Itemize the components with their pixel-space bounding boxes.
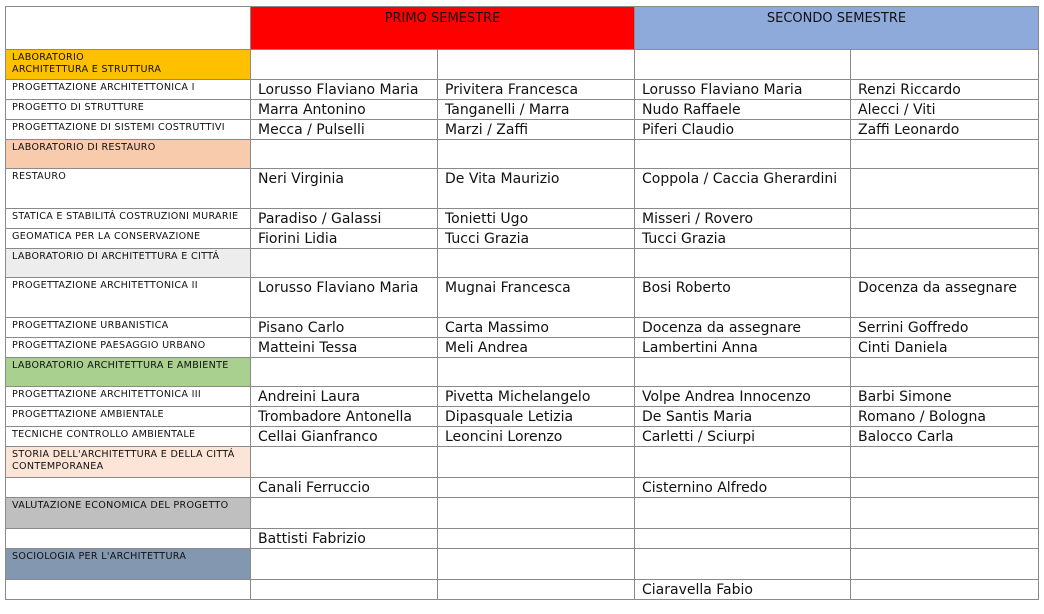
course-label-cell: STATICA E STABILITÁ COSTRUZIONI MURARIE (6, 209, 251, 229)
instructor-cell (251, 358, 438, 387)
course-label-cell: SOCIOLOGIA PER L'ARCHITETTURA (6, 549, 251, 580)
instructor-cell: Cisternino Alfredo (635, 478, 851, 498)
table-row (6, 278, 1039, 318)
instructor-cell: Lorusso Flaviano Maria (635, 80, 851, 100)
instructor-cell (438, 140, 635, 169)
instructor-cell (851, 580, 1039, 600)
table-row (6, 209, 1039, 229)
schedule-table (5, 6, 1039, 600)
instructor-cell: Bosi Roberto (635, 278, 851, 318)
instructor-cell: Lambertini Anna (635, 338, 851, 358)
table-row (6, 100, 1039, 120)
instructor-cell (251, 580, 438, 600)
instructor-cell (251, 498, 438, 529)
instructor-cell (635, 358, 851, 387)
course-label-cell: LABORATORIO ARCHITETTURA E STRUTTURA (6, 50, 251, 80)
course-label-cell (6, 529, 251, 549)
instructor-cell: Romano / Bologna (851, 407, 1039, 427)
instructor-cell (851, 229, 1039, 249)
header-empty-cell (6, 7, 251, 50)
table-row (6, 169, 1039, 209)
instructor-cell: De Vita Maurizio (438, 169, 635, 209)
instructor-cell: Marzi / Zaffi (438, 120, 635, 140)
instructor-cell: Lorusso Flaviano Maria (251, 80, 438, 100)
table-row (6, 498, 1039, 529)
instructor-cell (851, 249, 1039, 278)
instructor-cell: Dipasquale Letizia (438, 407, 635, 427)
course-label-cell: PROGETTO DI STRUTTURE (6, 100, 251, 120)
table-row (6, 140, 1039, 169)
table-row (6, 120, 1039, 140)
instructor-cell: Neri Virginia (251, 169, 438, 209)
instructor-cell: Ciaravella Fabio (635, 580, 851, 600)
instructor-cell (438, 50, 635, 80)
instructor-cell: Fiorini Lidia (251, 229, 438, 249)
instructor-cell: Tanganelli / Marra (438, 100, 635, 120)
course-label-cell: PROGETTAZIONE ARCHITETTONICA III (6, 387, 251, 407)
instructor-cell: Misseri / Rovero (635, 209, 851, 229)
instructor-cell: Andreini Laura (251, 387, 438, 407)
table-row (6, 478, 1039, 498)
instructor-cell (851, 549, 1039, 580)
instructor-cell: Lorusso Flaviano Maria (251, 278, 438, 318)
table-row (6, 50, 1039, 80)
table-row (6, 387, 1039, 407)
instructor-cell (635, 498, 851, 529)
table-row (6, 229, 1039, 249)
course-label-cell: PROGETTAZIONE ARCHITETTONICA I (6, 80, 251, 100)
instructor-cell (851, 529, 1039, 549)
table-row (6, 580, 1039, 600)
instructor-cell: Piferi Claudio (635, 120, 851, 140)
table-row (6, 407, 1039, 427)
course-label-cell: LABORATORIO DI RESTAURO (6, 140, 251, 169)
instructor-cell (438, 529, 635, 549)
instructor-cell (635, 249, 851, 278)
instructor-cell (438, 478, 635, 498)
instructor-cell: Meli Andrea (438, 338, 635, 358)
course-label-cell (6, 478, 251, 498)
schedule-body (6, 50, 1039, 600)
instructor-cell (251, 140, 438, 169)
instructor-cell (438, 498, 635, 529)
instructor-cell: Alecci / Viti (851, 100, 1039, 120)
table-row (6, 549, 1039, 580)
instructor-cell (251, 249, 438, 278)
course-label-cell: STORIA DELL'ARCHITETTURA E DELLA CITTÁ CONTEMPORANEA (6, 447, 251, 478)
instructor-cell: De Santis Maria (635, 407, 851, 427)
instructor-cell: Battisti Fabrizio (251, 529, 438, 549)
instructor-cell: Cellai Gianfranco (251, 427, 438, 447)
instructor-cell: Paradiso / Galassi (251, 209, 438, 229)
instructor-cell (251, 50, 438, 80)
instructor-cell (438, 358, 635, 387)
table-row (6, 358, 1039, 387)
course-label-cell: LABORATORIO ARCHITETTURA E AMBIENTE (6, 358, 251, 387)
course-label-cell: GEOMATICA PER LA CONSERVAZIONE (6, 229, 251, 249)
instructor-cell (438, 580, 635, 600)
course-label-cell: PROGETTAZIONE PAESAGGIO URBANO (6, 338, 251, 358)
instructor-cell (635, 447, 851, 478)
instructor-cell (851, 358, 1039, 387)
instructor-cell: Cinti Daniela (851, 338, 1039, 358)
table-row (6, 447, 1039, 478)
table-row (6, 427, 1039, 447)
instructor-cell: Coppola / Caccia Gherardini (635, 169, 851, 209)
instructor-cell (251, 549, 438, 580)
instructor-cell: Trombadore Antonella (251, 407, 438, 427)
instructor-cell: Leoncini Lorenzo (438, 427, 635, 447)
instructor-cell: Carletti / Sciurpi (635, 427, 851, 447)
instructor-cell: Serrini Goffredo (851, 318, 1039, 338)
course-label-cell: PROGETTAZIONE DI SISTEMI COSTRUTTIVI (6, 120, 251, 140)
header-row (6, 7, 1039, 50)
instructor-cell (851, 498, 1039, 529)
course-label-cell: LABORATORIO DI ARCHITETTURA E CITTÁ (6, 249, 251, 278)
first-semester-header: PRIMO SEMESTRE (251, 7, 635, 50)
instructor-cell: Matteini Tessa (251, 338, 438, 358)
instructor-cell: Canali Ferruccio (251, 478, 438, 498)
instructor-cell (851, 169, 1039, 209)
instructor-cell: Docenza da assegnare (635, 318, 851, 338)
instructor-cell (851, 140, 1039, 169)
instructor-cell (851, 209, 1039, 229)
instructor-cell: Tonietti Ugo (438, 209, 635, 229)
instructor-cell: Privitera Francesca (438, 80, 635, 100)
course-label-cell: RESTAURO (6, 169, 251, 209)
table-row (6, 249, 1039, 278)
course-label-cell: PROGETTAZIONE ARCHITETTONICA II (6, 278, 251, 318)
instructor-cell: Tucci Grazia (438, 229, 635, 249)
instructor-cell: Volpe Andrea Innocenzo (635, 387, 851, 407)
second-semester-header: SECONDO SEMESTRE (635, 7, 1039, 50)
course-label-cell: PROGETTAZIONE URBANISTICA (6, 318, 251, 338)
instructor-cell: Tucci Grazia (635, 229, 851, 249)
instructor-cell: Mecca / Pulselli (251, 120, 438, 140)
instructor-cell: Marra Antonino (251, 100, 438, 120)
instructor-cell (851, 478, 1039, 498)
instructor-cell (635, 50, 851, 80)
instructor-cell: Pivetta Michelangelo (438, 387, 635, 407)
table-row (6, 529, 1039, 549)
instructor-cell (635, 140, 851, 169)
instructor-cell (851, 50, 1039, 80)
instructor-cell (438, 249, 635, 278)
instructor-cell (251, 447, 438, 478)
instructor-cell: Mugnai Francesca (438, 278, 635, 318)
instructor-cell: Carta Massimo (438, 318, 635, 338)
table-row (6, 338, 1039, 358)
instructor-cell: Renzi Riccardo (851, 80, 1039, 100)
course-label-cell: PROGETTAZIONE AMBIENTALE (6, 407, 251, 427)
course-label-cell: TECNICHE CONTROLLO AMBIENTALE (6, 427, 251, 447)
instructor-cell: Barbi Simone (851, 387, 1039, 407)
course-label-cell (6, 580, 251, 600)
table-row (6, 80, 1039, 100)
instructor-cell: Nudo Raffaele (635, 100, 851, 120)
instructor-cell (438, 447, 635, 478)
instructor-cell (635, 529, 851, 549)
instructor-cell (851, 447, 1039, 478)
instructor-cell (635, 549, 851, 580)
course-label-cell: VALUTAZIONE ECONOMICA DEL PROGETTO (6, 498, 251, 529)
table-row (6, 318, 1039, 338)
instructor-cell: Zaffi Leonardo (851, 120, 1039, 140)
instructor-cell: Pisano Carlo (251, 318, 438, 338)
instructor-cell: Docenza da assegnare (851, 278, 1039, 318)
instructor-cell: Balocco Carla (851, 427, 1039, 447)
instructor-cell (438, 549, 635, 580)
